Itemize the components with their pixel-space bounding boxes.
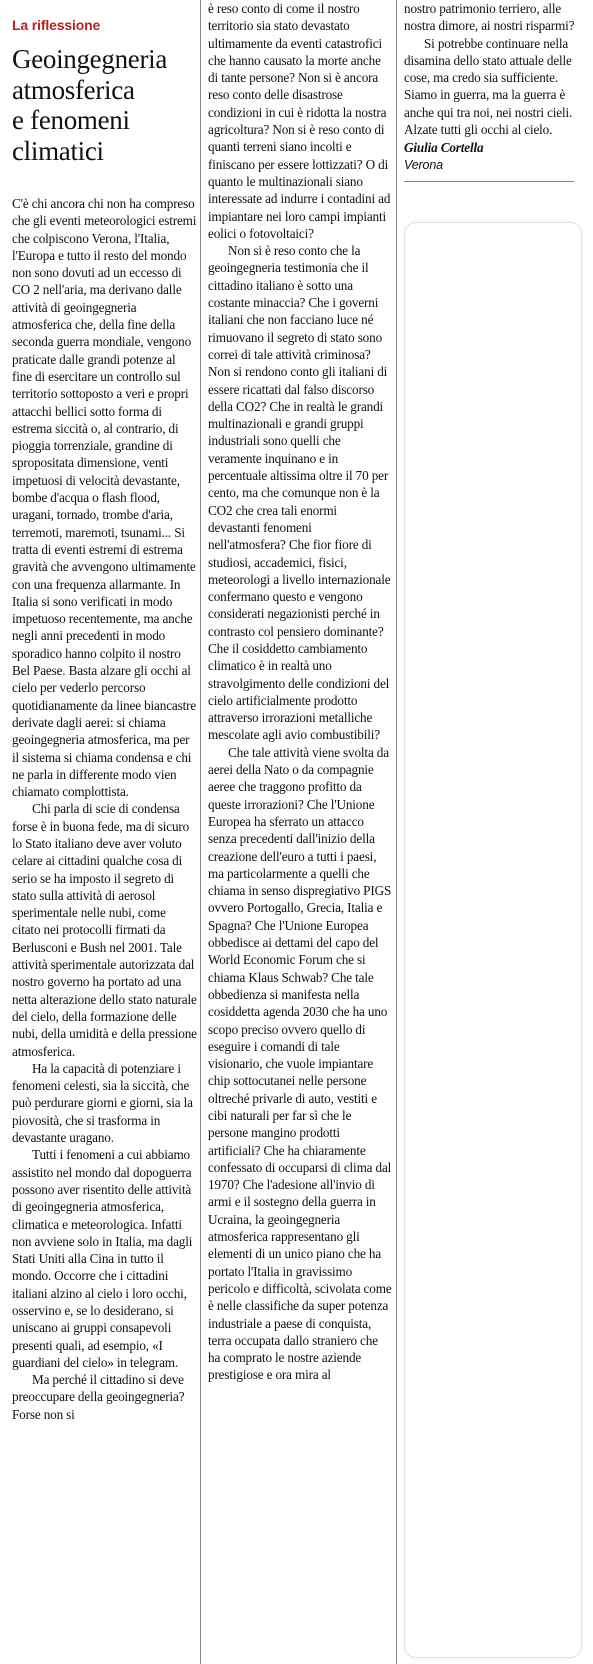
ad-placeholder-box — [404, 222, 582, 1658]
column-2 — [208, 0, 392, 1664]
paragraph: Si potrebbe continuare nella disamina dello stato attuale delle cose, ma credo sia sufficiente. Siamo in guerra, ma la guerra è anche qui tra noi, nei nostri cieli. Alzate tutti gli occhi al cielo. — [404, 35, 573, 138]
section-label: La riflessione — [12, 17, 101, 33]
paragraph: Ha la capacità di potenziare i fenomeni celesti, sia la siccità, che può perdurare giorni e giorni, sia la piovosità, che si trasforma in devastante uragano. — [12, 1060, 193, 1146]
column-1 — [12, 0, 197, 1664]
paragraph: Chi parla di scie di condensa forse è in buona fede, ma di sicuro lo Stato italiano deve aver voluto celare ai cittadini qualche cosa di serio se ha imposto il segreto di stato sulla attività di aerosol sperimentale nelle nubi, come citato nei protocolli firmati da Berlusconi e Bush nel 2001. Tale attività sperimentale autorizzata dal nostro governo ha portato ad una netta alterazione dello stato naturale del cielo, della formazione delle nubi, della umidità e della pressione atmosferica. — [12, 801, 197, 1059]
paragraph: nostro patrimonio terriero, alle nostra dimore, ai nostri risparmi? — [404, 1, 575, 34]
headline-line: e fenomeni — [12, 105, 130, 135]
paragraph: è reso conto di come il nostro territorio sia stato devastato ultimamente da eventi catastrofici che hanno causato la morte anche di tante persone? Non si è ancora reso conto delle disastrose condizioni in cui è ridotta la nostra agricoltura? Non si è reso conto di quanti terreni siano incolti e finiscano per essere lottizzati? O di quanto le multinazionali siano interessate ad indurre i contadini ad impiantare nei loro campi impianti eolici o fotovoltaici? — [208, 1, 391, 241]
paragraph: Che tale attività viene svolta da aerei della Nato o da compagnie aeree che traggono profitto da queste irrorazioni? Che l'Unione Europea ha sferrato un attacco senza precedenti dall'inizio della creazione dell'euro a tutti i paesi, ma particolarmente a quelli che chiama in senso dispregiativo PIGS ovvero Portogallo, Grecia, Italia e Spagna? Che l'Unione Europea obbedisce ai dettami del capo del World Economic Forum che si chiama Klaus Schwab? Che tale obbedienza si manifesta nella cosiddetta agenda 2030 che ha uno scopo preciso ovvero quello di eseguire i comandi di tale visionario, che vuole impiantare chip sottocutanei nelle persone oltreché privarle di auto, vestiti e cibi naturali per far sì che le persone mangino prodotti artificiali? Che ha chiaramente confessato di occuparsi di clima dal 1970? Che l'adesione all'invio di armi e il sostegno della guerra in Ucraina, la geoingegneria atmosferica rappresentano gli elementi di un unico piano che ha portato l'Italia in gravissimo pericolo e difficoltà, scivolata come è nelle classifiche da super potenza industriale a paese di conquista, terra occupata dallo straniero che ha comprato le nostre aziende prestigiose e ora mira al — [208, 744, 392, 1383]
signature-divider — [404, 181, 574, 182]
paragraph: Tutti i fenomeni a cui abbiamo assistito nel mondo dal dopoguerra possono aver risentito delle attività di geoingegneria atmosferica, climatica e meteorologica. Infatti non avviene solo in Italia, ma dagli Stati Uniti alla Cina in tutto il mondo. Occorre che i cittadini italiani alzino al cielo i loro occhi, osservino e, se lo desiderano, si uniscano ai gruppi consapevoli presenti quali, ad esempio, «I guardiani del cielo» in telegram. — [12, 1147, 193, 1370]
author-city: Verona — [404, 157, 443, 172]
headline — [12, 44, 197, 166]
headline-line: Geoingegneria — [12, 44, 168, 74]
headline-line: climatici — [12, 135, 104, 166]
column-divider — [200, 0, 201, 1664]
paragraph: Ma perché il cittadino si deve preoccupare della geoingegneria? Forse non si — [12, 1372, 185, 1422]
paragraph: Non si è reso conto che la geoingegneria testimonia che il cittadino italiano è sotto una costante minaccia? Che i governi italiani che non facciano luce né rimuovano il segreto di stato sono correi di tale attività criminosa? Non si rendono conto gli italiani di essere ricattati dal falso discorso della CO2? Che in realtà le grandi multinazionali e grandi gruppi industriali sono quelli che veramente inquinano e in percentuale altissima oltre il 70 per cento, ma che comunque non è la CO2 che crea tali enormi devastanti fenomeni nell'atmosfera? Che fior fiore di studiosi, accademici, fisici, meteorologi a livello internazionale confermano questo e vengono considerati negazionisti perché in contrasto col pensiero dominante? Che il cosiddetto cambiamento climatico è in realtà uno stravolgimento delle condizioni del cielo artificialmente prodotto attraverso irrorazioni metalliche mescolate agli avio combustibili? — [208, 243, 391, 743]
headline-line: atmosferica — [12, 74, 135, 105]
article-body-col1 — [12, 195, 197, 1423]
author-name: Giulia Cortella — [404, 140, 484, 156]
paragraph: C'è chi ancora chi non ha compreso che gli eventi meteorologici estremi che colpiscono Verona, l'Italia, l'Europa e tutto il resto del mondo non sono dovuti ad un eccesso di CO 2 nell'aria, ma derivano dalle attività di geoingegneria atmosferica che, della fine della seconda guerra mondiale, vengono praticate dalle grandi potenze al fine di esercitare un controllo sul territorio sottoposto a veri e propri attacchi bellici sotto forma di estrema siccità o, al contrario, di pioggia torrenziale, grandine di spropositata dimensione, venti impetuosi di velocità devastante, bombe d'acqua o flash flood, uragani, tornado, trombe d'aria, terremoti, maremoti, tsunami... Si tratta di eventi estremi di estrema gravità che avvengono ultimamente con una frequenza allarmante. In Italia si sono verificati in modo impetuoso recentemente, ma anche negli anni precedenti in modo sporadico hanno colpito il nostro Bel Paese. Basta alzare gli occhi al cielo per vederlo percorso quotidianamente da linee biancastre derivate dagli aerei: si chiama geoingegneria atmosferica, ma per il sistema si chiama condensa e chi ne parla in differente modo vien chiamato complottista. — [12, 196, 197, 800]
column-divider — [396, 0, 397, 1664]
